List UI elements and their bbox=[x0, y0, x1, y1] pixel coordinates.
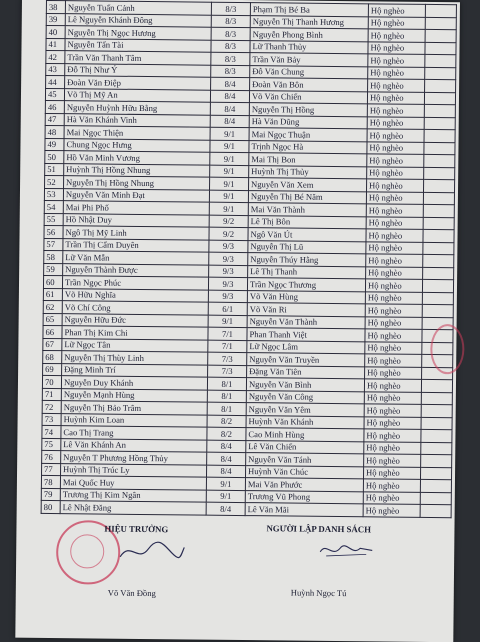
class-cell: 9/3 bbox=[209, 252, 248, 265]
creator-signature bbox=[316, 536, 376, 565]
student-name-cell: Nguyễn Tuấn Cảnh bbox=[65, 1, 211, 15]
student-name-cell: Mai Ngọc Thiện bbox=[64, 126, 210, 140]
row-number-cell: 48 bbox=[45, 125, 64, 138]
note-cell bbox=[421, 379, 452, 392]
class-cell: 9/1 bbox=[208, 315, 247, 328]
household-status-cell: Hộ nghèo bbox=[368, 66, 425, 79]
parent-name-cell: Cao Minh Hùng bbox=[246, 428, 364, 442]
row-number-cell: 55 bbox=[44, 213, 63, 226]
student-name-cell: Nguyễn Thị Bảo Trâm bbox=[61, 401, 207, 415]
parent-name-cell: Đoàn Văn Bôn bbox=[250, 78, 368, 92]
household-status-cell: Hộ nghèo bbox=[368, 41, 425, 54]
parent-name-cell: Huỳnh Văn Khánh bbox=[246, 415, 364, 429]
parent-name-cell: Mai Thị Bon bbox=[249, 153, 367, 167]
student-name-cell: Huỳnh Thị Hồng Nhung bbox=[64, 163, 210, 177]
student-name-cell: Nguyễn Thành Được bbox=[63, 263, 209, 277]
note-cell bbox=[424, 104, 455, 117]
note-cell bbox=[423, 267, 454, 280]
parent-name-cell: Trương Vũ Phong bbox=[245, 490, 363, 504]
row-number-cell: 74 bbox=[42, 425, 61, 438]
note-cell bbox=[424, 117, 455, 130]
class-cell: 9/1 bbox=[210, 127, 249, 140]
row-number-cell: 61 bbox=[43, 288, 62, 301]
student-name-cell: Hồ Nhật Duy bbox=[63, 213, 209, 227]
row-number-cell: 42 bbox=[46, 50, 65, 63]
household-status-cell: Hộ nghèo bbox=[364, 391, 421, 404]
student-name-cell: Trương Thị Kim Ngân bbox=[60, 488, 206, 502]
student-name-cell: Nguyễn Duy Khánh bbox=[61, 376, 207, 390]
class-cell: 9/2 bbox=[209, 227, 248, 240]
row-number-cell: 43 bbox=[46, 63, 65, 76]
household-status-cell: Hộ nghèo bbox=[365, 316, 422, 329]
row-number-cell: 45 bbox=[45, 88, 64, 101]
row-number-cell: 47 bbox=[45, 113, 64, 126]
row-number-cell: 50 bbox=[45, 150, 64, 163]
note-cell bbox=[420, 504, 451, 517]
parent-name-cell: Hà Văn Dũng bbox=[249, 115, 367, 129]
parent-name-cell: Huỳnh Thị Thủy bbox=[249, 165, 367, 179]
row-number-cell: 53 bbox=[44, 188, 63, 201]
parent-name-cell: Mai Ngọc Thuận bbox=[249, 128, 367, 142]
class-cell: 9/1 bbox=[209, 202, 248, 215]
parent-name-cell: Lê Thị Thanh bbox=[248, 265, 366, 279]
list-creator-name: Huỳnh Ngọc Tú bbox=[290, 587, 347, 599]
note-cell bbox=[424, 92, 455, 105]
household-status-cell: Hộ nghèo bbox=[368, 79, 425, 92]
row-number-cell: 67 bbox=[43, 338, 62, 351]
note-cell bbox=[421, 442, 452, 455]
class-cell: 8/4 bbox=[210, 115, 249, 128]
row-number-cell: 66 bbox=[43, 325, 62, 338]
class-cell: 9/1 bbox=[206, 477, 245, 490]
note-cell bbox=[424, 142, 455, 155]
student-name-cell: Nguyễn Văn Minh Đạt bbox=[63, 188, 209, 202]
row-number-cell: 62 bbox=[43, 300, 62, 313]
student-name-cell: Đặng Minh Trí bbox=[62, 363, 208, 377]
household-status-cell: Hộ nghèo bbox=[365, 354, 422, 367]
note-cell bbox=[421, 417, 452, 430]
class-cell: 9/3 bbox=[209, 265, 248, 278]
parent-name-cell: Võ Văn Ri bbox=[247, 303, 365, 317]
parent-name-cell: Nguyễn Văn Xem bbox=[249, 178, 367, 192]
student-name-cell: Nguyễn T Phương Hồng Thủy bbox=[61, 451, 207, 465]
row-number-cell: 75 bbox=[42, 438, 61, 451]
household-status-cell: Hộ nghèo bbox=[365, 329, 422, 342]
note-cell bbox=[424, 179, 455, 192]
class-cell: 8/4 bbox=[211, 77, 250, 90]
row-number-cell: 52 bbox=[45, 175, 64, 188]
row-number-cell: 73 bbox=[42, 413, 61, 426]
household-status-cell: Hộ nghèo bbox=[368, 29, 425, 42]
parent-name-cell: Lữ Ngọc Lâm bbox=[247, 340, 365, 354]
student-name-cell: Lê Văn Khánh An bbox=[61, 438, 207, 452]
student-name-cell: Ngô Thị Mỹ Linh bbox=[63, 226, 209, 240]
parent-name-cell: Trần Ngọc Thương bbox=[247, 278, 365, 292]
note-cell bbox=[423, 254, 454, 267]
row-number-cell: 57 bbox=[44, 238, 63, 251]
household-status-cell: Hộ nghèo bbox=[366, 254, 423, 267]
row-number-cell: 65 bbox=[43, 313, 62, 326]
household-status-cell: Hộ nghèo bbox=[367, 141, 424, 154]
household-status-cell: Hộ nghèo bbox=[367, 179, 424, 192]
list-creator-title: NGƯỜI LẬP DANH SÁCH bbox=[266, 523, 372, 535]
household-status-cell: Hộ nghèo bbox=[368, 16, 425, 29]
student-name-cell: Trần Ngọc Phúc bbox=[62, 276, 208, 290]
student-name-cell: Nguyễn Huỳnh Hữu Bằng bbox=[64, 101, 210, 115]
household-status-cell: Hộ nghèo bbox=[367, 116, 424, 129]
class-cell: 8/4 bbox=[210, 90, 249, 103]
row-number-cell: 80 bbox=[41, 500, 60, 513]
class-cell: 9/1 bbox=[210, 165, 249, 178]
class-cell: 8/4 bbox=[207, 452, 246, 465]
household-status-cell: Hộ nghèo bbox=[364, 416, 421, 429]
parent-name-cell: Nguyễn Thị Lũ bbox=[248, 240, 366, 254]
class-cell: 8/1 bbox=[207, 377, 246, 390]
student-name-cell: Trần Thị Cẩm Duyên bbox=[63, 238, 209, 252]
student-name-cell: Đỗ Thị Như Ý bbox=[65, 63, 211, 77]
parent-name-cell: Phan Thanh Việt bbox=[247, 328, 365, 342]
student-name-cell: Nguyễn Hữu Đức bbox=[62, 313, 208, 327]
note-cell bbox=[421, 454, 452, 467]
table-body bbox=[41, 0, 456, 517]
note-cell bbox=[424, 129, 455, 142]
note-cell bbox=[422, 279, 453, 292]
household-status-cell: Hộ nghèo bbox=[366, 204, 423, 217]
class-cell: 8/4 bbox=[206, 502, 245, 515]
household-status-cell: Hộ nghèo bbox=[368, 4, 425, 17]
parent-name-cell: Võ Văn Chiến bbox=[249, 90, 367, 104]
parent-name-cell: Nguyễn Văn Bình bbox=[246, 378, 364, 392]
class-cell: 7/1 bbox=[208, 340, 247, 353]
class-cell: 6/1 bbox=[208, 302, 247, 315]
note-cell bbox=[420, 479, 451, 492]
class-cell: 8/3 bbox=[211, 65, 250, 78]
student-name-cell: Hà Văn Khánh Vinh bbox=[64, 113, 210, 127]
class-cell: 9/3 bbox=[209, 240, 248, 253]
parent-name-cell: Huỳnh Văn Chúc bbox=[245, 465, 363, 479]
principal-title: HIỆU TRƯỞNG bbox=[104, 523, 169, 535]
class-cell: 9/1 bbox=[210, 140, 249, 153]
household-status-cell: Hộ nghèo bbox=[365, 366, 422, 379]
row-number-cell: 68 bbox=[43, 350, 62, 363]
student-name-cell: Nguyễn Thị Hồng Nhung bbox=[64, 176, 210, 190]
parent-name-cell: Mai Văn Thành bbox=[248, 203, 366, 217]
class-cell: 8/3 bbox=[211, 2, 250, 15]
household-status-cell: Hộ nghèo bbox=[365, 304, 422, 317]
parent-name-cell: Trần Văn Bảy bbox=[250, 53, 368, 67]
student-name-cell: Hồ Văn Minh Vương bbox=[64, 151, 210, 165]
class-cell: 9/2 bbox=[209, 215, 248, 228]
student-name-cell: Võ Thị Mỹ An bbox=[64, 88, 210, 102]
student-name-cell: Nguyễn Tấn Tài bbox=[65, 38, 211, 52]
student-name-cell: Chung Ngọc Hưng bbox=[64, 138, 210, 152]
household-status-cell: Hộ nghèo bbox=[364, 429, 421, 442]
student-name-cell: Mai Phi Phố bbox=[63, 201, 209, 215]
household-status-cell: Hộ nghèo bbox=[366, 266, 423, 279]
parent-name-cell: Nguyễn Phong Bình bbox=[250, 28, 368, 42]
note-cell bbox=[422, 304, 453, 317]
household-status-cell: Hộ nghèo bbox=[363, 466, 420, 479]
note-cell bbox=[423, 204, 454, 217]
principal-signature bbox=[116, 537, 186, 566]
household-status-cell: Hộ nghèo bbox=[363, 504, 420, 517]
row-number-cell: 56 bbox=[44, 225, 63, 238]
parent-name-cell: Đỗ Văn Chung bbox=[250, 65, 368, 79]
row-number-cell: 41 bbox=[46, 38, 65, 51]
class-cell: 9/1 bbox=[210, 177, 249, 190]
household-status-cell: Hộ nghèo bbox=[363, 491, 420, 504]
parent-name-cell: Lê Văn Chiến bbox=[246, 440, 364, 454]
student-name-cell: Phan Thị Kim Chi bbox=[62, 326, 208, 340]
student-name-cell: Nguyễn Mạnh Hùng bbox=[61, 388, 207, 402]
household-status-cell: Hộ nghèo bbox=[367, 91, 424, 104]
row-number-cell: 38 bbox=[46, 0, 65, 13]
row-number-cell: 54 bbox=[44, 200, 63, 213]
class-cell: 8/2 bbox=[207, 427, 246, 440]
parent-name-cell: Võ Văn Hùng bbox=[247, 290, 365, 304]
household-status-cell: Hộ nghèo bbox=[366, 241, 423, 254]
note-cell bbox=[424, 167, 455, 180]
student-name-cell: Lê Nhật Đăng bbox=[60, 501, 206, 515]
note-cell bbox=[423, 192, 454, 205]
note-cell bbox=[425, 54, 456, 67]
row-number-cell: 77 bbox=[42, 463, 61, 476]
student-name-cell: Lê Nguyễn Khánh Đông bbox=[65, 13, 211, 27]
note-cell bbox=[425, 4, 456, 17]
student-name-cell: Đoàn Văn Điệp bbox=[65, 76, 211, 90]
student-name-cell: Huỳnh Thị Trúc Ly bbox=[61, 463, 207, 477]
row-number-cell: 46 bbox=[45, 100, 64, 113]
student-name-cell: Lữ Văn Mẫn bbox=[63, 251, 209, 265]
note-cell bbox=[421, 429, 452, 442]
row-number-cell: 40 bbox=[46, 25, 65, 38]
class-cell: 8/4 bbox=[210, 102, 249, 115]
document-page bbox=[15, 0, 460, 642]
household-status-cell: Hộ nghèo bbox=[366, 229, 423, 242]
parent-name-cell: Mai Văn Phước bbox=[245, 478, 363, 492]
student-name-cell: Võ Hữu Nghĩa bbox=[62, 288, 208, 302]
poor-household-student-table bbox=[41, 0, 457, 518]
parent-name-cell: Nguyễn Thị Hồng bbox=[249, 103, 367, 117]
class-cell: 8/1 bbox=[207, 402, 246, 415]
household-status-cell: Hộ nghèo bbox=[367, 129, 424, 142]
household-status-cell: Hộ nghèo bbox=[363, 479, 420, 492]
row-number-cell: 76 bbox=[42, 450, 61, 463]
student-name-cell: Võ Chí Công bbox=[62, 301, 208, 315]
principal-name: Võ Văn Đồng bbox=[107, 587, 156, 599]
parent-name-cell: Đặng Văn Tiên bbox=[247, 365, 365, 379]
parent-name-cell: Nguyễn Văn Yêm bbox=[246, 403, 364, 417]
student-name-cell: Nguyễn Thị Thùy Linh bbox=[62, 351, 208, 365]
student-name-cell: Nguyễn Thị Ngọc Hương bbox=[65, 26, 211, 40]
class-cell: 9/1 bbox=[206, 490, 245, 503]
parent-name-cell: Nguyễn Văn Tánh bbox=[246, 453, 364, 467]
class-cell: 9/3 bbox=[208, 277, 247, 290]
note-cell bbox=[425, 42, 456, 55]
class-cell: 8/3 bbox=[211, 40, 250, 53]
note-cell bbox=[420, 492, 451, 505]
household-status-cell: Hộ nghèo bbox=[366, 216, 423, 229]
note-cell bbox=[420, 467, 451, 480]
class-cell: 9/1 bbox=[210, 152, 249, 165]
red-stamp-edge bbox=[430, 324, 465, 374]
student-name-cell: Mai Quốc Huy bbox=[60, 476, 206, 490]
row-number-cell: 51 bbox=[45, 163, 64, 176]
row-number-cell: 78 bbox=[41, 475, 60, 488]
household-status-cell: Hộ nghèo bbox=[365, 291, 422, 304]
parent-name-cell: Nguyễn Văn Truyền bbox=[247, 353, 365, 367]
note-cell bbox=[425, 17, 456, 30]
row-number-cell: 49 bbox=[45, 138, 64, 151]
class-cell: 9/3 bbox=[208, 290, 247, 303]
note-cell bbox=[423, 229, 454, 242]
parent-name-cell: Nguyễn Văn Thành bbox=[247, 315, 365, 329]
household-status-cell: Hộ nghèo bbox=[368, 54, 425, 67]
row-number-cell: 69 bbox=[43, 363, 62, 376]
household-status-cell: Hộ nghèo bbox=[367, 104, 424, 117]
household-status-cell: Hộ nghèo bbox=[366, 191, 423, 204]
parent-name-cell: Lữ Thanh Thủy bbox=[250, 40, 368, 54]
note-cell bbox=[423, 242, 454, 255]
class-cell: 8/1 bbox=[207, 390, 246, 403]
parent-name-cell: Trịnh Ngọc Hà bbox=[249, 140, 367, 154]
note-cell bbox=[425, 79, 456, 92]
student-name-cell: Huỳnh Kim Loan bbox=[61, 413, 207, 427]
class-cell: 8/3 bbox=[211, 52, 250, 65]
row-number-cell: 60 bbox=[43, 275, 62, 288]
class-cell: 8/3 bbox=[211, 15, 250, 28]
row-number-cell: 39 bbox=[46, 13, 65, 26]
class-cell: 8/3 bbox=[211, 27, 250, 40]
class-cell: 8/4 bbox=[207, 440, 246, 453]
household-status-cell: Hộ nghèo bbox=[364, 454, 421, 467]
student-name-cell: Lữ Ngọc Tân bbox=[62, 338, 208, 352]
parent-name-cell: Nguyễn Thúy Hằng bbox=[248, 253, 366, 267]
household-status-cell: Hộ nghèo bbox=[367, 154, 424, 167]
class-cell: 7/3 bbox=[208, 365, 247, 378]
note-cell bbox=[425, 67, 456, 80]
household-status-cell: Hộ nghèo bbox=[364, 379, 421, 392]
row-number-cell: 70 bbox=[42, 375, 61, 388]
note-cell bbox=[422, 292, 453, 305]
class-cell: 9/1 bbox=[209, 190, 248, 203]
row-number-cell: 58 bbox=[44, 250, 63, 263]
parent-name-cell: Phạm Thị Bé Ba bbox=[250, 3, 368, 17]
class-cell: 7/1 bbox=[208, 327, 247, 340]
row-number-cell: 72 bbox=[42, 400, 61, 413]
parent-name-cell: Lê Thị Bôn bbox=[248, 215, 366, 229]
class-cell: 7/3 bbox=[208, 352, 247, 365]
note-cell bbox=[421, 392, 452, 405]
household-status-cell: Hộ nghèo bbox=[365, 341, 422, 354]
parent-name-cell: Ngô Văn Út bbox=[248, 228, 366, 242]
row-number-cell: 44 bbox=[46, 75, 65, 88]
household-status-cell: Hộ nghèo bbox=[364, 441, 421, 454]
parent-name-cell: Lê Văn Mãi bbox=[245, 503, 363, 517]
household-status-cell: Hộ nghèo bbox=[367, 166, 424, 179]
note-cell bbox=[424, 154, 455, 167]
household-status-cell: Hộ nghèo bbox=[365, 279, 422, 292]
parent-name-cell: Nguyễn Văn Công bbox=[246, 390, 364, 404]
note-cell bbox=[425, 29, 456, 42]
parent-name-cell: Nguyễn Thị Bé Năm bbox=[248, 190, 366, 204]
row-number-cell: 79 bbox=[41, 488, 60, 501]
class-cell: 8/4 bbox=[207, 465, 246, 478]
note-cell bbox=[423, 217, 454, 230]
parent-name-cell: Nguyễn Thị Thanh Hương bbox=[250, 15, 368, 29]
student-name-cell: Cao Thị Trang bbox=[61, 426, 207, 440]
row-number-cell: 71 bbox=[42, 388, 61, 401]
class-cell: 8/2 bbox=[207, 415, 246, 428]
row-number-cell: 59 bbox=[44, 263, 63, 276]
student-name-cell: Trần Văn Thanh Tâm bbox=[65, 51, 211, 65]
note-cell bbox=[421, 404, 452, 417]
household-status-cell: Hộ nghèo bbox=[364, 404, 421, 417]
